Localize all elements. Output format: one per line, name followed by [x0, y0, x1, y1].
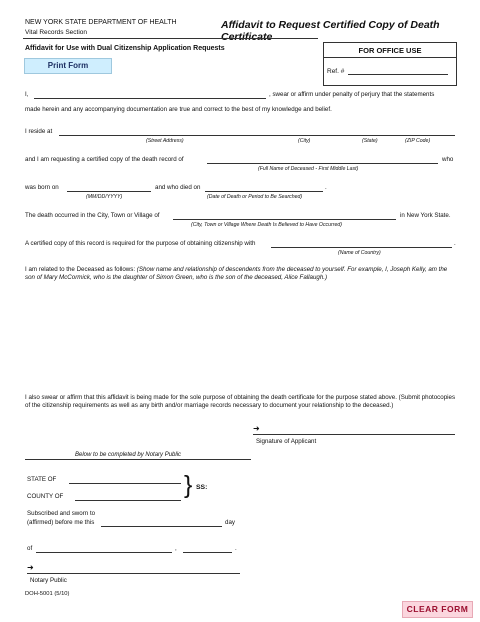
date-period: . — [235, 545, 237, 552]
death-location-field[interactable] — [173, 212, 396, 220]
street-address-caption: (Street Address) — [146, 138, 184, 144]
relationship-instructions: (Show name and relationship of descendents from the deceased to yourself. For example, I, Joseph Kelly, am the son of Mary McCormick, who is the daughter of Simon Green, who is the son of the deceased, Alice Fallaugh.) — [25, 266, 448, 282]
location-suffix: in New York State. — [400, 212, 451, 219]
notary-year-field[interactable] — [183, 545, 232, 553]
zip-code-caption: (ZIP Code) — [405, 138, 431, 144]
office-use-title: FOR OFFICE USE — [358, 46, 422, 55]
section-name: Vital Records Section — [25, 29, 88, 36]
died-label: and who died on — [155, 184, 201, 191]
subscribed-line-2: (affirmed) before me this — [27, 519, 95, 526]
header-divider — [23, 38, 318, 39]
signature-label: Signature of Applicant — [256, 438, 317, 445]
ss-label: SS: — [196, 484, 208, 491]
relationship-intro: I am related to the Deceased as follows: — [25, 266, 137, 273]
notary-day-field[interactable] — [101, 519, 222, 527]
notary-state-field[interactable] — [69, 476, 181, 484]
relationship-input-area[interactable] — [25, 290, 457, 386]
form-subtitle: Affidavit for Use with Dual Citizenship Application Requests — [25, 45, 225, 52]
of-label: of — [27, 545, 33, 552]
residence-label: I reside at — [25, 128, 53, 135]
city-caption: (City) — [298, 138, 311, 144]
state-caption: (State) — [362, 138, 378, 144]
notary-month-field[interactable] — [36, 545, 172, 553]
birth-date-field[interactable] — [67, 184, 151, 192]
oath-line-2: made herein and any accompanying documentation are true and correct to the best of my knowledge and belief. — [25, 106, 332, 113]
relationship-text — [25, 266, 457, 283]
applicant-signature-field[interactable] — [253, 427, 455, 435]
page-title: Affidavit to Request Certified Copy of Death Certificate — [221, 19, 440, 43]
purpose-statement: I also swear or affirm that this affidavit is being made for the sole purpose of obtaining the death certificate for the purpose stated above. (Submit photocopies of the citizenship requirements as well as any birth and/or marriage records necessary to document your relationship to the deceased.) — [25, 394, 456, 410]
death-location-caption: (City, Town or Village Where Death Is Believed to Have Occurred) — [191, 222, 342, 228]
state-of-label: STATE OF — [27, 476, 57, 483]
oath-suffix: , swear or affirm under penalty of perjury that the statements — [269, 91, 435, 98]
applicant-name-field[interactable] — [34, 91, 266, 99]
death-date-field[interactable] — [205, 184, 323, 192]
country-name-caption: (Name of Country) — [338, 250, 381, 256]
deceased-name-caption: (Full Name of Deceased - First Middle Last) — [258, 166, 359, 172]
dates-period: . — [325, 184, 327, 191]
form-id: DOH-5001 (5/10) — [25, 591, 70, 597]
citizenship-prefix: A certified copy of this record is required for the purpose of obtaining citizenship with — [25, 240, 256, 247]
country-name-field[interactable] — [271, 240, 452, 248]
birth-date-caption: (MM/DD/YYYY) — [86, 194, 123, 200]
oath-prefix: I, — [25, 91, 29, 98]
print-form-button[interactable]: Print Form — [24, 58, 112, 74]
signature-arrow-icon: ➜ — [253, 424, 260, 433]
clear-form-button[interactable]: CLEAR FORM — [402, 601, 473, 618]
request-prefix: and I am requesting a certified copy of the death record of — [25, 156, 184, 163]
day-label: day — [225, 519, 235, 526]
office-use-box — [323, 42, 457, 86]
death-date-caption: (Date of Death or Period to Be Searched) — [207, 194, 303, 200]
date-comma: , — [175, 545, 177, 552]
address-field[interactable] — [59, 128, 455, 136]
notary-signature-field[interactable] — [27, 566, 240, 574]
notary-heading-line — [25, 459, 251, 460]
request-suffix: who — [442, 156, 454, 163]
citizenship-period: . — [454, 240, 456, 247]
office-use-divider — [324, 57, 456, 58]
county-of-label: COUNTY OF — [27, 493, 64, 500]
brace-icon: } — [184, 471, 193, 499]
agency-name: NEW YORK STATE DEPARTMENT OF HEALTH — [25, 19, 177, 26]
ref-number-label: Ref. # — [327, 68, 345, 75]
notary-arrow-icon: ➜ — [27, 563, 34, 572]
ref-number-field[interactable] — [348, 67, 448, 75]
born-label: was born on — [25, 184, 59, 191]
subscribed-line-1: Subscribed and sworn to — [27, 510, 96, 517]
notary-county-field[interactable] — [75, 493, 181, 501]
notary-heading: Below to be completed by Notary Public — [75, 452, 182, 458]
deceased-name-field[interactable] — [207, 156, 438, 164]
location-prefix: The death occurred in the City, Town or Village of — [25, 212, 160, 219]
notary-public-label: Notary Public — [30, 577, 67, 584]
